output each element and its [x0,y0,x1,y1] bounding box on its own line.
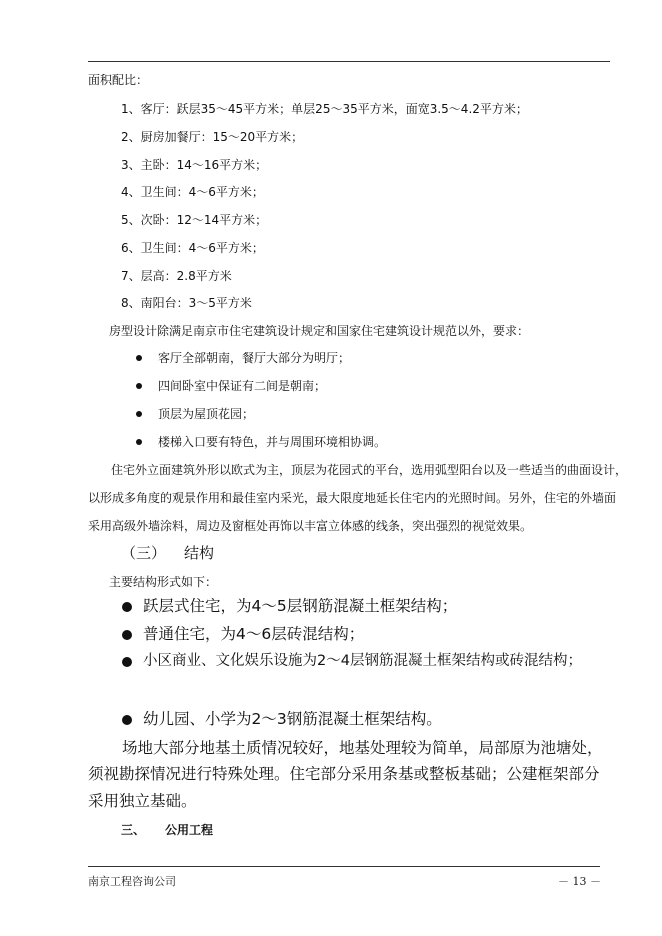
list-item: 幼儿园、小学为2～3钢筋混凝土框架结构。 [143,710,442,728]
list-item [121,103,528,115]
list-item: 客厅全部朝南，餐厅大部分为明厅； [158,351,351,365]
paragraph-line: 采用独立基础。 [88,792,197,810]
section-heading [121,546,214,561]
list-item-number: 3、 [121,158,141,172]
section-heading-title: 公用工程 [165,823,214,837]
list-item-text: 卫生间：4～6平方米； [140,185,264,199]
footer-rule [88,866,600,867]
list-item-text: 层高：2.8平方米 [140,269,232,283]
bullet-icon [136,411,142,417]
list-item [121,297,252,309]
list-item-number: 2、 [121,130,141,144]
section-heading [121,824,213,836]
paragraph-line: 以形成多角度的观景作用和最佳室内采光，最大限度地延长住宅内的光照时间。另外，住宅的外墙面 [88,491,617,505]
list-item-number: 1、 [121,102,141,116]
page-number: － 13 － [558,875,601,888]
list-item-number: 4、 [121,185,141,199]
list-item-text: 主卧：14～16平方米； [140,158,268,172]
paragraph-line: 场地大部分地基土质情况较好，地基处理较为简单，局部原为池塘处， [122,739,603,757]
list-item-text: 南阳台：3～5平方米 [140,296,252,310]
list-item [121,186,264,198]
header-rule [88,61,610,62]
structure-intro: 主要结构形式如下： [109,575,218,589]
bullet-icon [122,657,132,667]
bullet-icon [122,715,132,725]
list-item [121,131,303,143]
list-item-text: 厨房加餐厅：15～20平方米； [140,130,304,144]
list-item: 四间卧室中保证有二间是朝南； [158,379,327,393]
list-item: 跃层式住宅，为4～5层钢筋混凝土框架结构； [143,597,458,615]
list-item-text: 卫生间：4～6平方米； [140,241,264,255]
list-item-number: 7、 [121,269,141,283]
design-intro: 房型设计除满足南京市住宅建筑设计规定和国家住宅建筑设计规范以外，要求： [109,324,530,338]
bullet-icon [122,602,132,612]
bullet-icon [136,383,142,389]
paragraph-line: 须视勘探情况进行特殊处理。住宅部分采用条基或整板基础；公建框架部分 [88,765,600,783]
list-item-number: 5、 [121,213,141,227]
section-heading-title: 结构 [184,544,215,562]
list-item: 普通住宅，为4～6层砖混结构； [143,625,365,643]
list-item-text: 客厅：跃层35～45平方米；单层25～35平方米，面宽3.5～4.2平方米； [140,102,528,116]
paragraph-line: 住宅外立面建筑外形以欧式为主，顶层为花园式的平台，选用弧型阳台以及一些适当的曲面设计， [111,463,628,477]
list-item-number: 8、 [121,296,141,310]
paragraph-line: 采用高级外墙涂料，周边及窗框处再饰以丰富立体感的线条，突出强烈的视觉效果。 [88,519,533,533]
footer-company: 南京工程咨询公司 [88,875,176,888]
list-item [121,270,232,282]
list-item [121,159,267,171]
list-item: 楼梯入口要有特色，并与周围环境相协调。 [158,435,387,449]
list-item-text: 次卧：12～14平方米； [140,213,268,227]
section-label: 面积配比： [88,73,149,87]
list-item [121,214,267,226]
section-heading-number: （三） [121,544,167,562]
list-item: 顶层为屋顶花园； [158,407,255,421]
bullet-icon [136,439,142,445]
list-item [121,242,264,254]
section-heading-number: 三、 [121,823,146,837]
list-item: 小区商业、文化娱乐设施为2～4层钢筋混凝土框架结构或砖混结构； [143,653,582,669]
list-item-number: 6、 [121,241,141,255]
bullet-icon [122,630,132,640]
bullet-icon [136,355,142,361]
